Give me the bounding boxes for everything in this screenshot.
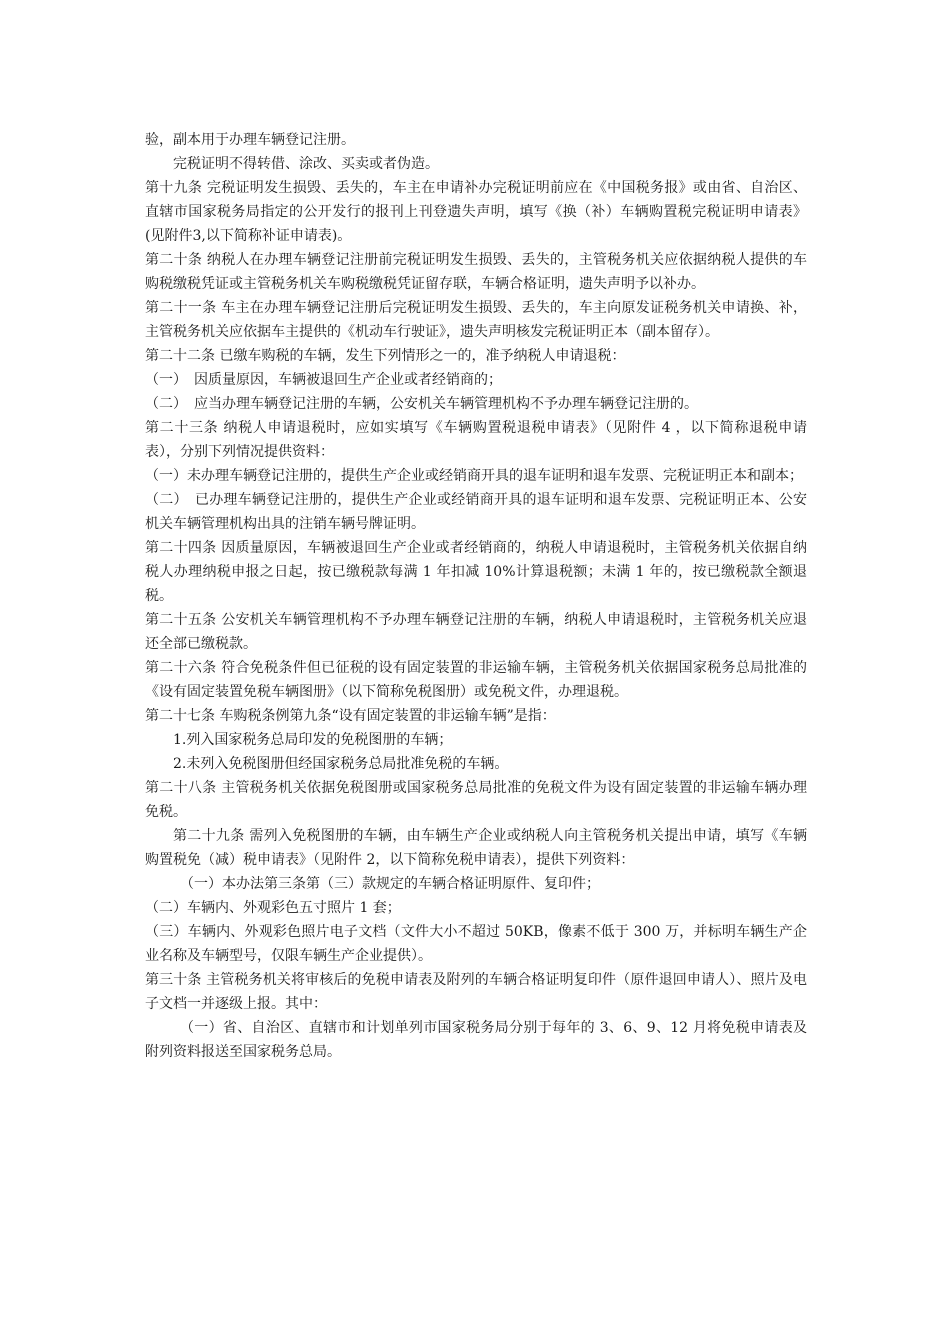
article-25: 第二十五条 公安机关车辆管理机构不予办理车辆登记注册的车辆，纳税人申请退税时，主管税务机关应退还全部已缴税款。 (145, 612, 807, 652)
paragraph: 验，副本用于办理车辆登记注册。 (145, 132, 355, 148)
list-item: 1.列入国家税务总局印发的免税图册的车辆； (173, 732, 453, 748)
list-item: （一）本办法第三条第（三）款规定的车辆合格证明原件、复印件； (180, 876, 600, 892)
article-24: 第二十四条 因质量原因，车辆被退回生产企业或者经销商的，纳税人申请退税时，主管税务机关依据自纳税人办理纳税申报之日起，按已缴税款每满 1 年扣减 10%计算退税额；未满 1 年的，按已缴税款全额退税。 (145, 540, 807, 604)
list-item: （一）省、自治区、直辖市和计划单列市国家税务局分别于每年的 3、6、9、12 月将免税申请表及附列资料报送至国家税务总局。 (145, 1020, 807, 1060)
paragraph: 完税证明不得转借、涂改、买卖或者伪造。 (173, 156, 439, 172)
list-item: （一）未办理车辆登记注册的，提供生产企业或经销商开具的退车证明和退车发票、完税证明正本和副本； (145, 468, 803, 484)
article-22: 第二十二条 已缴车购税的车辆，发生下列情形之一的，准予纳税人申请退税： (145, 348, 626, 364)
list-item: （二） 已办理车辆登记注册的，提供生产企业或经销商开具的退车证明和退车发票、完税证明正本、公安机关车辆管理机构出具的注销车辆号牌证明。 (145, 492, 807, 532)
article-29: 第二十九条 需列入免税图册的车辆，由车辆生产企业或纳税人向主管税务机关提出申请，填写《车辆购置税免（减）税申请表》（见附件 2，以下简称免税申请表），提供下列资料： (145, 828, 807, 868)
article-27: 第二十七条 车购税条例第九条“设有固定装置的非运输车辆”是指： (145, 708, 556, 724)
list-item: （三）车辆内、外观彩色照片电子文档（文件大小不超过 50KB，像素不低于 300 万，并标明车辆生产企业名称及车辆型号，仅限车辆生产企业提供）。 (145, 924, 807, 964)
list-item: （二）车辆内、外观彩色五寸照片 1 套； (145, 900, 401, 916)
document-body (145, 128, 807, 1064)
article-26: 第二十六条 符合免税条件但已征税的设有固定装置的非运输车辆，主管税务机关依据国家税务总局批准的《设有固定装置免税车辆图册》（以下简称免税图册）或免税文件，办理退税。 (145, 660, 807, 700)
list-item: 2.未列入免税图册但经国家税务总局批准免税的车辆。 (173, 756, 509, 772)
article-28: 第二十八条 主管税务机关依据免税图册或国家税务总局批准的免税文件为设有固定装置的非运输车辆办理免税。 (145, 780, 807, 820)
article-23: 第二十三条 纳税人申请退税时，应如实填写《车辆购置税退税申请表》（见附件 4 ，以下简称退税申请表），分别下列情况提供资料： (145, 420, 807, 460)
article-19: 第十九条 完税证明发生损毁、丢失的，车主在申请补办完税证明前应在《中国税务报》或由省、自治区、直辖市国家税务局指定的公开发行的报刊上刊登遗失声明，填写《换（补）车辆购置税完税证明申请表》(见附件3,以下简称补证申请表)。 (145, 180, 807, 244)
list-item: （一） 因质量原因，车辆被退回生产企业或者经销商的； (145, 372, 502, 388)
list-item: （二） 应当办理车辆登记注册的车辆，公安机关车辆管理机构不予办理车辆登记注册的。 (145, 396, 698, 412)
article-21: 第二十一条 车主在办理车辆登记注册后完税证明发生损毁、丢失的，车主向原发证税务机关申请换、补，主管税务机关应依据车主提供的《机动车行驶证》，遗失声明核发完税证明正本（副本留存）。 (145, 300, 807, 340)
article-20: 第二十条 纳税人在办理车辆登记注册前完税证明发生损毁、丢失的，主管税务机关应依据纳税人提供的车购税缴税凭证或主管税务机关车购税缴税凭证留存联，车辆合格证明，遗失声明予以补办。 (145, 252, 807, 292)
article-30: 第三十条 主管税务机关将审核后的免税申请表及附列的车辆合格证明复印件（原件退回申请人）、照片及电子文档一并逐级上报。其中： (145, 972, 807, 1012)
